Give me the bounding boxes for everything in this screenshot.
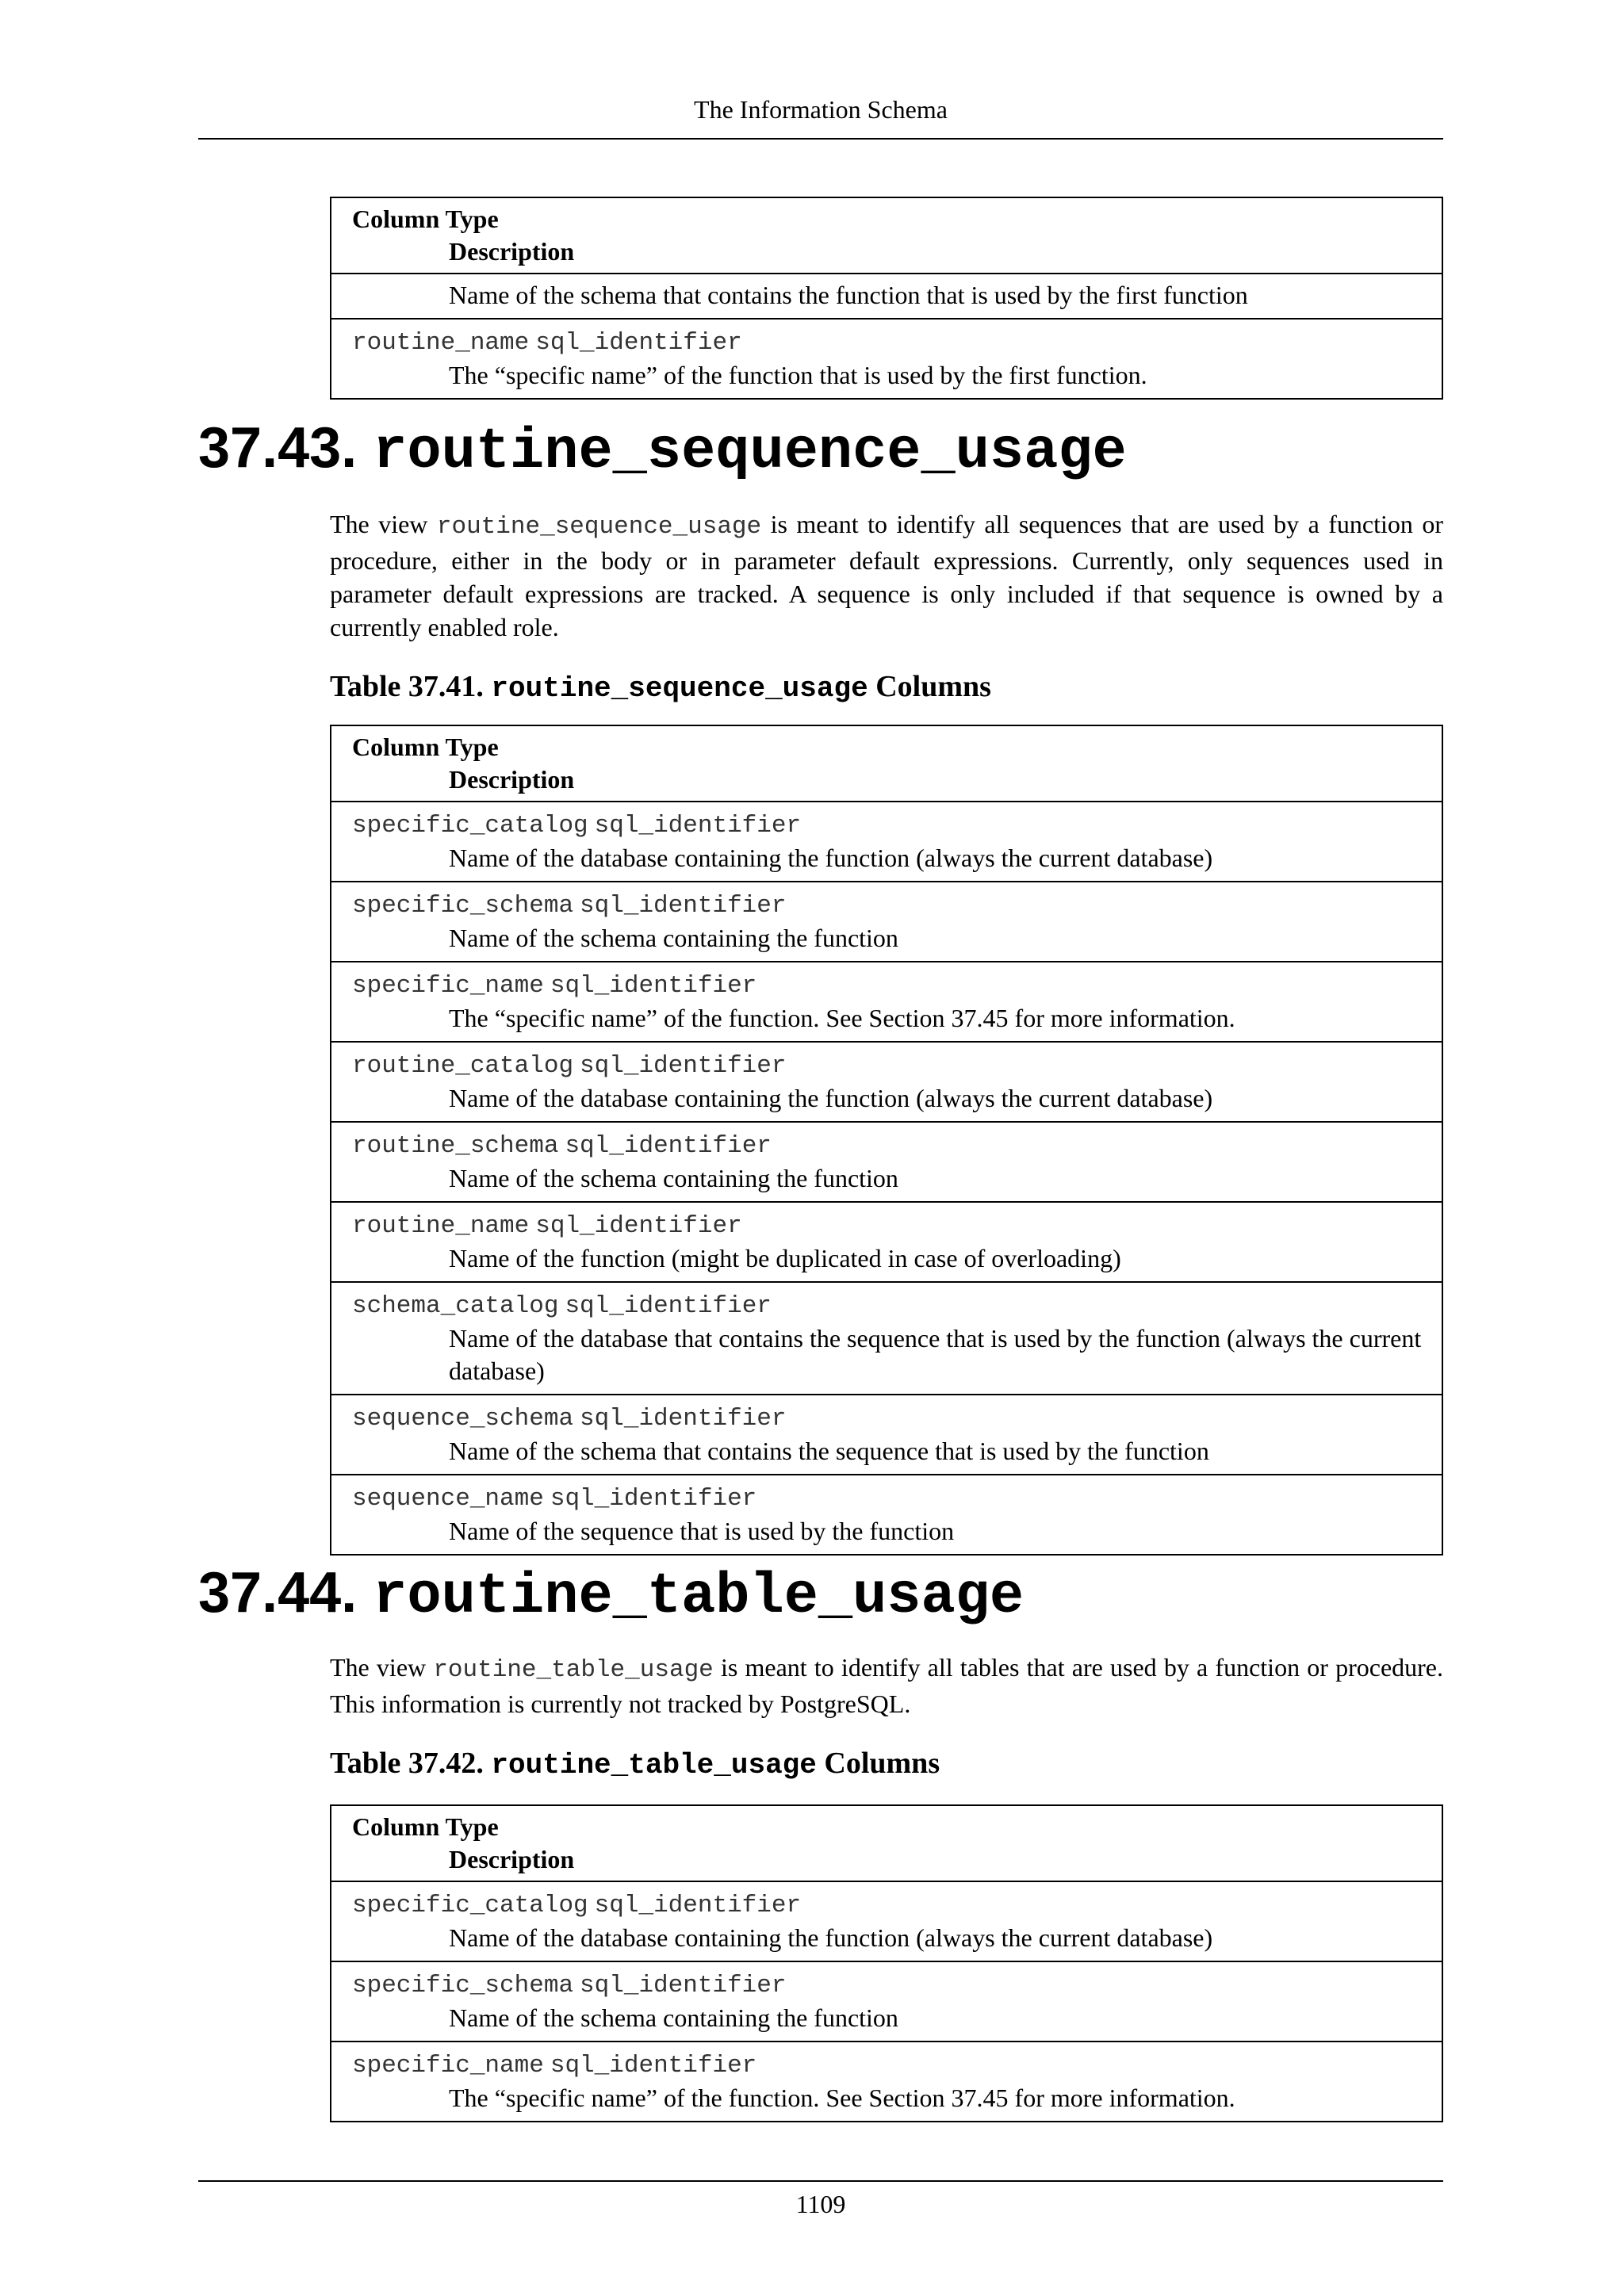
column-name: specific_name	[352, 972, 544, 1000]
intro-code: routine_sequence_usage	[436, 513, 762, 541]
table-row	[331, 1961, 1442, 2041]
table-header-row	[331, 1806, 1442, 1881]
table-caption	[330, 668, 991, 708]
column-name: sequence_name	[352, 1485, 544, 1513]
section-name: routine_table_usage	[373, 1564, 1025, 1629]
description-heading: Description	[449, 765, 575, 794]
column-description: Name of the schema containing the function	[449, 924, 898, 952]
column-description: Name of the database containing the function (always the current database)	[449, 844, 1213, 872]
description-heading: Description	[449, 237, 575, 266]
caption-suffix: Columns	[868, 670, 991, 703]
column-description: Name of the schema that contains the function that is used by the first function	[449, 281, 1248, 309]
continued-columns-table	[330, 197, 1443, 400]
table-header-row	[331, 726, 1442, 801]
intro-text: is meant to identify all tables that are used by a function or procedure. This information is currently not tracked by PostgreSQL.	[330, 1653, 1443, 1718]
column-name: routine_name	[352, 1212, 530, 1240]
header-rule	[198, 138, 1443, 140]
table-row	[331, 318, 1442, 398]
column-name: routine_schema	[352, 1132, 559, 1160]
column-description: The “specific name” of the function. See Section 37.45 for more information.	[449, 2084, 1235, 2112]
table-header-row	[331, 198, 1442, 273]
column-name: sequence_schema	[352, 1405, 574, 1433]
intro-text: is meant to identify all sequences that are used by a function or procedure, either in the body or in parameter default expressions. Currently, only sequences used in parameter default expressions are tracked. A sequence is only included if that sequence is owned by a currently enabled role.	[330, 510, 1444, 641]
table-row	[331, 1281, 1442, 1394]
routine-table-usage-columns-table	[330, 1804, 1443, 2122]
table-row	[331, 2041, 1442, 2121]
column-type: sql_identifier	[580, 892, 787, 920]
column-description: Name of the schema containing the function	[449, 2003, 898, 2032]
column-type: sql_identifier	[550, 972, 757, 1000]
table-row	[331, 1121, 1442, 1201]
column-description: The “specific name” of the function that is used by the first function.	[449, 361, 1147, 389]
page-number: 1109	[795, 2190, 846, 2218]
column-type: sql_identifier	[594, 812, 802, 840]
section-intro-paragraph	[330, 507, 1443, 644]
section-number: 37.44.	[198, 1561, 358, 1624]
table-row	[331, 961, 1442, 1041]
table-row	[331, 1394, 1442, 1474]
caption-code: routine_sequence_usage	[491, 672, 868, 705]
routine-sequence-usage-columns-table	[330, 725, 1443, 1556]
column-name: specific_catalog	[352, 1892, 588, 1919]
table-row	[331, 1474, 1442, 1554]
intro-code: routine_table_usage	[433, 1656, 714, 1684]
intro-text: The view	[330, 1653, 434, 1682]
section-heading-37-44	[198, 1559, 1024, 1631]
table-row	[331, 1881, 1442, 1961]
caption-label: Table 37.41.	[330, 670, 492, 703]
caption-label: Table 37.42.	[330, 1747, 492, 1780]
table-row	[331, 273, 1442, 318]
column-description: Name of the database that contains the sequence that is used by the function (always the current database)	[449, 1324, 1422, 1385]
column-description: Name of the schema that contains the sequence that is used by the function	[449, 1437, 1209, 1465]
table-row	[331, 1041, 1442, 1121]
column-description: Name of the database containing the function (always the current database)	[449, 1084, 1213, 1112]
column-name: specific_name	[352, 2052, 544, 2080]
column-type: sql_identifier	[550, 2052, 757, 2080]
section-name: routine_sequence_usage	[373, 419, 1127, 484]
column-name: schema_catalog	[352, 1292, 559, 1320]
section-heading-37-43	[198, 414, 1127, 486]
column-name: routine_catalog	[352, 1052, 574, 1080]
column-name: specific_catalog	[352, 812, 588, 840]
intro-text: The view	[330, 510, 437, 538]
caption-suffix: Columns	[816, 1747, 940, 1780]
column-description: The “specific name” of the function. See Section 37.45 for more information.	[449, 1004, 1235, 1032]
footer-rule	[198, 2180, 1443, 2182]
column-type: sql_identifier	[580, 1405, 787, 1433]
column-type-heading: Column Type	[352, 1812, 499, 1841]
column-name: routine_name	[352, 329, 530, 357]
column-type: sql_identifier	[565, 1132, 772, 1160]
section-number: 37.43.	[198, 416, 358, 480]
column-description: Name of the sequence that is used by the function	[449, 1517, 955, 1545]
column-type-heading: Column Type	[352, 205, 499, 233]
section-intro-paragraph	[330, 1651, 1443, 1720]
table-row	[331, 881, 1442, 961]
column-type: sql_identifier	[580, 1972, 787, 1999]
column-description: Name of the function (might be duplicated in case of overloading)	[449, 1244, 1121, 1272]
caption-code: routine_table_usage	[491, 1749, 817, 1781]
column-description: Name of the database containing the function (always the current database)	[449, 1923, 1213, 1952]
description-heading: Description	[449, 1845, 575, 1873]
column-type-heading: Column Type	[352, 733, 499, 761]
column-type: sql_identifier	[580, 1052, 787, 1080]
table-row	[331, 801, 1442, 881]
column-name: specific_schema	[352, 892, 574, 920]
column-type: sql_identifier	[550, 1485, 757, 1513]
column-description: Name of the schema containing the function	[449, 1164, 898, 1192]
column-type: sql_identifier	[565, 1292, 772, 1320]
column-type: sql_identifier	[535, 1212, 742, 1240]
table-caption	[330, 1744, 940, 1785]
column-name: specific_schema	[352, 1972, 574, 1999]
running-header: The Information Schema	[694, 95, 948, 124]
table-row	[331, 1201, 1442, 1281]
column-type: sql_identifier	[535, 329, 742, 357]
column-type: sql_identifier	[594, 1892, 802, 1919]
